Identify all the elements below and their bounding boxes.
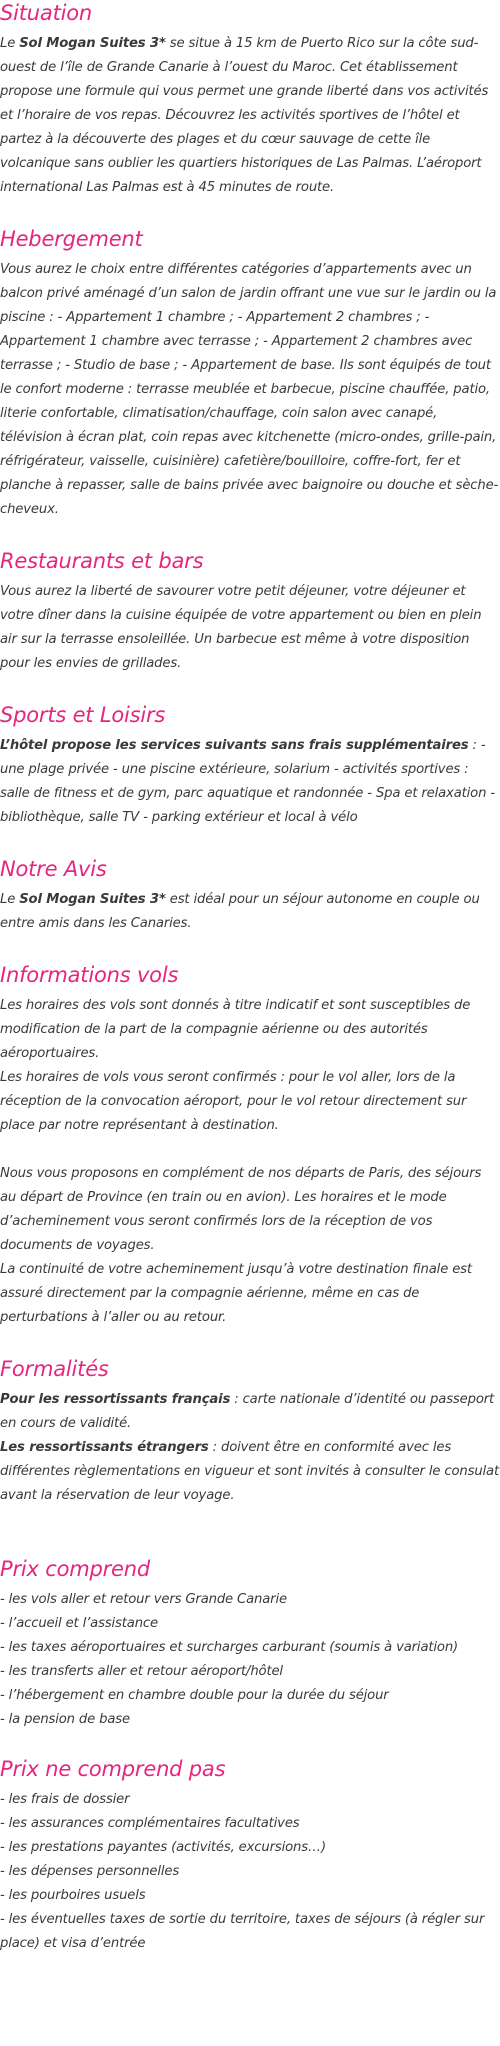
avis-text-c: est idéal pour un séjour autonome en couple ou entre amis dans les Canaries.	[0, 892, 480, 931]
list-item: - les dépenses personnelles	[0, 1864, 180, 1879]
vols-text-3: Nous vous proposons en complément de nos départs de Paris, des séjours au départ de Province (en train ou en avion). Les horaires et le mode d’acheminement vous seront confirmés lors de la réception de vos documents de voyages.	[0, 1166, 482, 1253]
list-item: - la pension de base	[0, 1712, 130, 1727]
section-hebergement	[0, 226, 500, 522]
vols-text-2: Les horaires de vols vous seront confirmés : pour le vol aller, lors de la réception de la convocation aéroport, pour le vol retour directement sur place par notre représentant à destination.	[0, 1070, 467, 1133]
list-item: - les taxes aéroportuaires et surcharges carburant (soumis à variation)	[0, 1640, 459, 1655]
avis-hotel-name: Sol Mogan Suites 3*	[19, 892, 166, 907]
section-title-sports: Sports et Loisirs	[0, 703, 166, 727]
list-item: - les vols aller et retour vers Grande Canarie	[0, 1592, 287, 1607]
section-title-prix-comprend: Prix comprend	[0, 1557, 151, 1581]
section-title-prix-ne-comprend: Prix ne comprend pas	[0, 1757, 226, 1781]
avis-text-a: Le	[0, 892, 20, 907]
hebergement-text: Vous aurez le choix entre différentes catégories d’appartements avec un balcon privé aménagé d’un salon de jardin offrant une vue sur le jardin ou la piscine : - Appartement 1 chambre ; - Appartement 2 chambres ; - Appartement 1 chambre avec terrasse ; - Appartement 2 chambres avec terrasse ; - Studio de base ; - Appartement de base. Ils sont équipés de tout le confort moderne : terrasse meublée et barbecue, piscine chauffée, patio, literie confortable, climatisation/chauffage, coin salon avec canapé, télévision à écran plat, coin repas avec kitchenette (micro-ondes, grille-pain, réfrigérateur, vaisselle, cuisinière) cafetière/bouilloire, coffre-fort, fer et planche à repasser, salle de bains privée avec baignoire ou douche et sèche-cheveux.	[0, 262, 499, 517]
section-restaurants	[0, 548, 500, 676]
hotel-name: Sol Mogan Suites 3*	[19, 36, 166, 51]
prix-comprend-list	[0, 1588, 500, 1732]
section-prix-comprend	[0, 1556, 500, 1732]
section-title-formalites: Formalités	[0, 1357, 109, 1381]
section-formalites	[0, 1356, 500, 1508]
vols-text-4: La continuité de votre acheminement jusqu’à votre destination finale est assuré directement par la compagnie aérienne, même en cas de perturbations à l’aller ou au retour.	[0, 1262, 472, 1325]
list-item: - les frais de dossier	[0, 1792, 130, 1807]
vols-text-1: Les horaires des vols sont donnés à titre indicatif et sont susceptibles de modification de la part de la compagnie aérienne ou des autorités aéroportuaires.	[0, 998, 471, 1061]
section-title-avis: Notre Avis	[0, 857, 107, 881]
list-item: - l’accueil et l’assistance	[0, 1616, 158, 1631]
restaurants-text: Vous aurez la liberté de savourer votre petit déjeuner, votre déjeuner et votre dîner dans la cuisine équipée de votre appartement ou bien en plein air sur la terrasse ensoleillée. Un barbecue est même à votre disposition pour les envies de grillades.	[0, 584, 482, 671]
list-item: - les assurances complémentaires facultatives	[0, 1816, 300, 1831]
section-title-vols: Informations vols	[0, 963, 179, 987]
formalites-francais-text: : carte nationale d’identité ou passeport en cours de validité.	[0, 1392, 495, 1431]
section-title-hebergement: Hebergement	[0, 227, 143, 251]
formalites-etrangers	[0, 1436, 500, 1508]
avis-text	[0, 888, 500, 936]
formalites-etrangers-text: : doivent être en conformité avec les différentes règlementations en vigueur et sont invités à consulter le consulat avant la réservation de leur voyage.	[0, 1440, 500, 1503]
sports-text-body: : - une plage privée - une piscine extérieure, solarium - activités sportives : salle de fitness et de gym, parc aquatique et randonnée - Spa et relaxation - bibliothèque, salle TV - parking extérieur et local à vélo	[0, 738, 495, 825]
sports-text	[0, 734, 500, 830]
list-item: - les prestations payantes (activités, excursions…)	[0, 1840, 326, 1855]
situation-text-a: Le	[0, 36, 20, 51]
situation-text	[0, 32, 500, 200]
list-item: - les pourboires usuels	[0, 1888, 146, 1903]
section-avis	[0, 856, 500, 936]
situation-text-c: se situe à 15 km de Puerto Rico sur la côte sud-ouest de l’île de Grande Canarie à l’ouest du Maroc. Cet établissement propose une formule qui vous permet une grande liberté dans vos activités et l’horaire de vos repas. Découvrez les activités sportives de l’hôtel et partez à la découverte des plages et du cœur sauvage de cette île volcanique sans oublier les quartiers historiques de Las Palmas. L’aéroport international Las Palmas est à 45 minutes de route.	[0, 36, 489, 195]
prix-ne-comprend-list	[0, 1788, 500, 1956]
section-vols	[0, 962, 500, 1330]
formalites-francais-label: Pour les ressortissants français	[0, 1392, 231, 1407]
section-title-situation: Situation	[0, 1, 93, 25]
formalites-etrangers-label: Les ressortissants étrangers	[0, 1440, 209, 1455]
formalites-francais	[0, 1388, 500, 1436]
section-title-restaurants: Restaurants et bars	[0, 549, 204, 573]
section-sports	[0, 702, 500, 830]
section-situation	[0, 0, 500, 200]
section-prix-ne-comprend	[0, 1756, 500, 1956]
sports-text-bold: L’hôtel propose les services suivants sans frais supplémentaires	[0, 738, 469, 753]
list-item: - les transferts aller et retour aéroport/hôtel	[0, 1664, 283, 1679]
list-item: - les éventuelles taxes de sortie du territoire, taxes de séjours (à régler sur place) et visa d’entrée	[0, 1912, 485, 1951]
list-item: - l’hébergement en chambre double pour la durée du séjour	[0, 1688, 389, 1703]
